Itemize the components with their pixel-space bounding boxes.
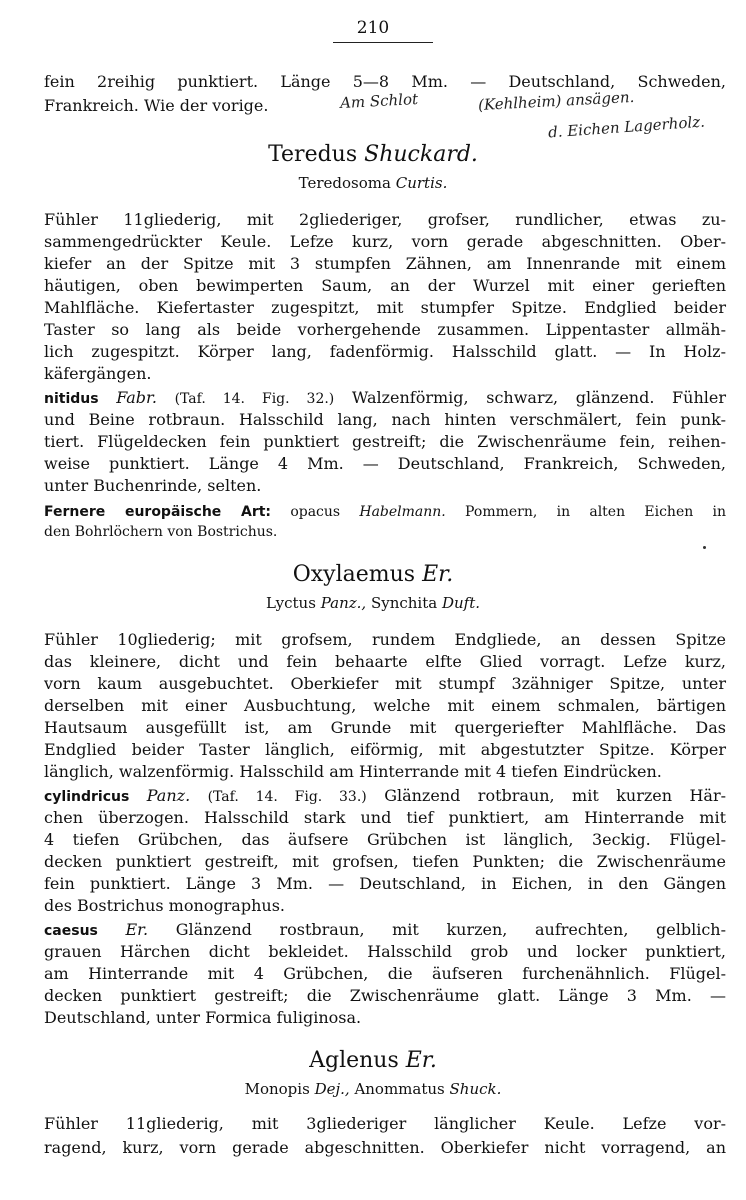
teredus-line-5: Mahlfläche. Kiefertaster zugespitzt, mit stumpfer Spitze. Endglied beider xyxy=(44,298,726,317)
oxylaemus-line-7: länglich, walzenförmig. Halsschild am Hinterrande mit 4 tiefen Eindrücken. xyxy=(44,762,662,781)
page-number-rule xyxy=(333,42,433,43)
species-name-caesus: caesus xyxy=(44,923,98,939)
species-cylindricus-first-line: cylindricus Panz. (Taf. 14. Fig. 33.) Glänzend rotbraun, mit kurzen Här- xyxy=(44,786,727,805)
aglenus-line-1: Fühler 11gliederig, mit 3gliederiger länglicher Keule. Lefze vor- xyxy=(44,1114,726,1133)
intro-line-2: Frankreich. Wie der vorige. xyxy=(44,96,269,115)
caesus-line-2: grauen Härchen dicht bekleidet. Halsschild grob und locker punktiert, xyxy=(44,942,726,961)
oxylaemus-line-5: Hautsaum ausgefüllt ist, am Grunde mit quergeriefter Mahlfläche. Das xyxy=(44,718,726,737)
teredus-line-8: käfergängen. xyxy=(44,364,152,383)
intro-line-1: fein 2reihig punktiert. Länge 5—8 Mm. — Deutschland, Schweden, xyxy=(44,72,726,91)
oxylaemus-line-2: das kleinere, dicht und fein behaarte elfte Glied vorragt. Lefze kurz, xyxy=(44,652,726,671)
cylindricus-line-3: 4 tiefen Grübchen, das äufsere Grübchen ist länglich, 3eckig. Flügel- xyxy=(44,830,726,849)
caesus-line-4: decken punktiert gestreift; die Zwischenräume glatt. Länge 3 Mm. — xyxy=(44,986,726,1005)
teredus-line-6: Taster so lang als beide vorhergehende zusammen. Lippentaster allmäh- xyxy=(44,320,726,339)
further-species-line-1: Fernere europäische Art: opacus Habelmann. Pommern, in alten Eichen in xyxy=(44,504,727,520)
teredus-line-4: häutigen, oben bewimperten Saum, an der Wurzel mit einer geriefte​n xyxy=(44,276,726,295)
cylindricus-line-5: fein punktiert. Länge 3 Mm. — Deutschland, in Eichen, in den Gängen xyxy=(44,874,726,893)
handwritten-note-2: (Kehlheim) ansägen. xyxy=(477,87,635,115)
species-name-cylindricus: cylindricus xyxy=(44,789,130,805)
species-name-nitidus: nitidus xyxy=(44,391,99,407)
teredus-line-2: sammengedrückter Keule. Lefze kurz, vorn gerade abgeschnitten. Ober- xyxy=(44,232,726,251)
caesus-line-3: am Hinterrande mit 4 Grübchen, die äufseren furchenähnlich. Flügel- xyxy=(44,964,726,983)
oxylaemus-line-1: Fühler 10gliederig; mit grofsem, rundem Endgliede, an dessen Spitze xyxy=(44,630,726,649)
species-nitidus-first-line: nitidus Fabr. (Taf. 14. Fig. 32.) Walzenförmig, schwarz, glänzend. Fühler xyxy=(44,388,726,407)
nitidus-line-3: tiert. Flügeldecken fein punktiert gestreift; die Zwischenräume fein, reihen- xyxy=(44,432,726,451)
genus-synonym-oxylaemus: Lyctus Panz., Synchita Duft. xyxy=(265,594,481,612)
ink-dot xyxy=(703,546,706,549)
handwritten-note-3: d. Eichen Lagerholz. xyxy=(547,112,706,142)
teredus-line-7: lich zugespitzt. Körper lang, fadenförmig. Halsschild glatt. — In Holz- xyxy=(44,342,726,361)
genus-heading-teredus: Teredus Shuckard. xyxy=(268,142,478,167)
cylindricus-line-6: des Bostrichus monographus. xyxy=(44,896,285,915)
further-species-line-2: den Bohrlöchern von Bostrichus. xyxy=(44,524,278,540)
cylindricus-line-4: decken punktiert gestreift, mit grofsen, tiefen Punkten; die Zwischenräume xyxy=(44,852,726,871)
teredus-line-3: kiefer an der Spitze mit 3 stumpfen Zähnen, am Innenrande mit einem xyxy=(44,254,726,273)
oxylaemus-line-4: derselben mit einer Ausbuchtung, welche mit einem schmalen, bärtigen xyxy=(44,696,726,715)
nitidus-line-2: und Beine rotbraun. Halsschild lang, nach hinten verschmälert, fein punk- xyxy=(44,410,726,429)
caesus-line-5: Deutschland, unter Formica fuliginosa. xyxy=(44,1008,362,1027)
genus-synonym-teredus: Teredosoma Curtis. xyxy=(298,174,448,192)
genus-heading-oxylaemus: Oxylaemus Er. xyxy=(292,562,454,587)
page-number: 210 xyxy=(356,18,390,38)
genus-heading-aglenus: Aglenus Er. xyxy=(309,1048,437,1073)
oxylaemus-line-3: vorn kaum ausgebuchtet. Oberkiefer mit stumpf 3zähniger Spitze, unter xyxy=(44,674,726,693)
handwritten-note-1: Am Schlot xyxy=(339,89,419,113)
species-caesus-first-line: caesus Er. Glänzend rostbraun, mit kurzen, aufrechten, gelblich- xyxy=(44,920,726,939)
nitidus-line-5: unter Buchenrinde, selten. xyxy=(44,476,262,495)
cylindricus-line-2: chen überzogen. Halsschild stark und tief punktiert, am Hinterrande mit xyxy=(44,808,726,827)
teredus-line-1: Fühler 11gliederig, mit 2gliederiger, grofser, rundlicher, etwas zu- xyxy=(44,210,726,229)
nitidus-line-4: weise punktiert. Länge 4 Mm. — Deutschland, Frankreich, Schweden, xyxy=(44,454,726,473)
genus-synonym-aglenus: Monopis Dej., Anommatus Shuck. xyxy=(244,1080,502,1098)
aglenus-line-2: ragend, kurz, vorn gerade abgeschnitten. Oberkiefer nicht vorragend, an xyxy=(44,1138,726,1157)
oxylaemus-line-6: Endglied beider Taster länglich, eiförmig, mit abgestutzter Spitze. Körper xyxy=(44,740,726,759)
